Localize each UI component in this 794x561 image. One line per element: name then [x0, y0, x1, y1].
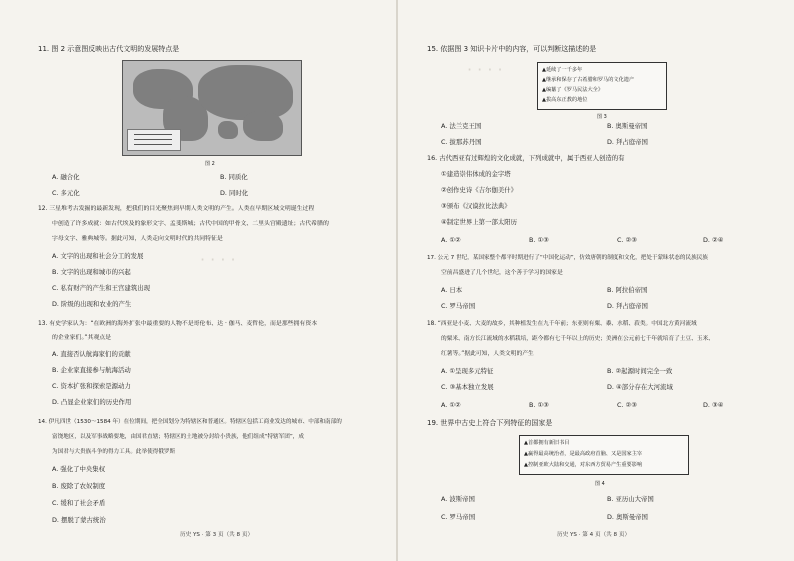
- q18-statement-4: D. ④部分存在大河流域: [607, 383, 673, 391]
- q15-option-b[interactable]: B. 奥斯曼帝国: [607, 122, 648, 130]
- q15-option-c[interactable]: C. 拔那苏丹国: [441, 138, 482, 146]
- q16-item-2: ②创作史诗《吉尔伽美什》: [441, 186, 518, 194]
- q14-option-d[interactable]: D. 摆脱了蒙古统治: [52, 516, 106, 524]
- q17-option-a[interactable]: A. 日本: [441, 286, 463, 294]
- card-line-1: ▲延续了一千多年: [542, 67, 583, 73]
- figure-4-label: 图 4: [595, 481, 605, 487]
- q19-option-d[interactable]: D. 奥斯曼帝国: [607, 513, 648, 521]
- q16-item-1: ①建造崇伟体成的金字塔: [441, 170, 511, 178]
- q13-option-c[interactable]: C. 资本扩张和探索是源动力: [52, 382, 131, 390]
- bleed-through-text: · · · ·: [200, 250, 236, 269]
- q11-option-b[interactable]: B. 同质化: [220, 173, 248, 181]
- q19-stem: 19. 世界中古史上符合下列特征的国家是: [427, 419, 553, 427]
- q18-statement-1: A. ①呈现多元特征: [441, 367, 494, 375]
- q19-option-b[interactable]: B. 亚历山大帝国: [607, 495, 654, 503]
- card-line-1: ▲首都拥有新旧书目: [524, 440, 570, 446]
- q16-stem: 16. 古代西亚有过辉煌的文化成就，下列成就中，属于西亚人创造的有: [427, 154, 625, 162]
- q12-option-b[interactable]: B. 文字的出现和城市的兴起: [52, 268, 131, 276]
- bleed-through-text: · · · ·: [467, 60, 503, 79]
- q16-item-3: ③颁布《汉谟拉比法典》: [441, 202, 511, 210]
- q15-stem: 15. 依据图 3 知识卡片中的内容，可以判断这描述的是: [427, 45, 597, 53]
- q18-option-d[interactable]: D. ③④: [703, 401, 724, 409]
- q16-option-b[interactable]: B. ①③: [529, 236, 549, 244]
- q14-line-1: 14. 伊凡四世（1530～1584 年）在位期间，把全国划分为特辖区和普通区。特辖区包括工商业发达的城市、中部和南部的: [38, 419, 342, 425]
- q17-option-c[interactable]: C. 罗马帝国: [441, 302, 476, 310]
- q12-option-a[interactable]: A. 文字的出现和社会分工的发展: [52, 252, 144, 260]
- page-4-footer: 历史 YS · 第 4 页（共 8 页）: [557, 532, 631, 538]
- q14-line-3: 为国君与大贵族斗争的得力工具。此举使得俄罗斯: [52, 449, 176, 455]
- figure-3-label: 图 3: [597, 114, 607, 120]
- q16-option-a[interactable]: A. ①②: [441, 236, 461, 244]
- q13-option-b[interactable]: B. 企业家直接参与航海活动: [52, 366, 131, 374]
- q18-line-3: 红薯等。”据此可知，人类文明的产生: [441, 351, 534, 357]
- q14-option-a[interactable]: A. 强化了中央集权: [52, 465, 106, 473]
- q17-line-2: 空前昌盛进了几个世纪，这个善于学习的国家是: [441, 270, 563, 276]
- q15-option-a[interactable]: A. 法兰克王国: [441, 122, 482, 130]
- figure-2-label: 图 2: [205, 161, 215, 167]
- q13-option-d[interactable]: D. 凸显企业家们的历史作用: [52, 398, 132, 406]
- q12-line-2: 中创造了许多成就：如古代埃及的象形文字、孟斐斯城；古代中国的甲骨文、二里头宫殿遗址；古代希腊的: [52, 221, 329, 227]
- card-line-3: ▲编纂了《罗马民法大全》: [542, 87, 604, 93]
- card-line-2: ▲继承和保存了古希腊和罗马的文化遗产: [542, 77, 635, 83]
- q11-option-d[interactable]: D. 同时化: [220, 189, 249, 197]
- card-line-2: ▲赢得最高统治者，是最高政府首脑、又是国家主宰: [524, 451, 643, 457]
- q14-option-c[interactable]: C. 缓和了社会矛盾: [52, 499, 106, 507]
- q18-option-b[interactable]: B. ①③: [529, 401, 549, 409]
- q13-line-2: 的企业家们。”其观点是: [52, 335, 112, 341]
- q13-option-a[interactable]: A. 直接否认航海家们的贡献: [52, 350, 131, 358]
- page-4: [397, 0, 794, 561]
- q13-line-1: 13. 有史学家认为：“在欧洲的海外扩张中最重要的人物不是哥伦布、达 · 伽马、麦哲伦，而是那些拥有资本: [38, 321, 318, 327]
- q16-option-c[interactable]: C. ②③: [617, 236, 637, 244]
- q17-line-1: 17. 公元 7 世纪，某国家整个都平时期进行了“中国化运动”，仿效唐朝的制度和文化，把处于蒙昧状态的民族民族: [427, 255, 708, 261]
- q18-option-a[interactable]: A. ①②: [441, 401, 461, 409]
- q17-option-d[interactable]: D. 拜占庭帝国: [607, 302, 648, 310]
- map-legend: [127, 129, 181, 151]
- q19-option-a[interactable]: A. 波斯帝国: [441, 495, 475, 503]
- knowledge-card-figure-4: [519, 435, 689, 475]
- q11-stem: 11. 图 2 示意图反映出古代文明的发展特点是: [38, 45, 180, 53]
- q18-statement-3: C. ③基本独立发展: [441, 383, 494, 391]
- card-line-3: ▲控制亚欧大陆和交通，对东西方贸易产生重要影响: [524, 462, 643, 468]
- q18-option-c[interactable]: C. ②③: [617, 401, 637, 409]
- q14-line-2: 富饶地区，以及军事战略要地，由国君直辖；特辖区的土地被分封给小贵族，他们组成“特辖军团”，成: [52, 434, 304, 440]
- q11-option-a[interactable]: A. 融合化: [52, 173, 80, 181]
- q12-option-c[interactable]: C. 私有财产的产生和王宫建筑出现: [52, 284, 150, 292]
- q14-option-b[interactable]: B. 废除了农奴制度: [52, 482, 106, 490]
- ancient-civilization-map: [122, 60, 302, 156]
- q12-line-1: 12. 三星堆考古发掘的最新发现，把我们的目光聚焦到早期人类文明的产生。人类在早期区域文明诞生过程: [38, 206, 315, 212]
- q18-line-2: 的粟米、南方长江流域的水稻栽培，距今都有七千年以上的历史；美洲在公元前七千年就培育了土豆、玉米、: [441, 336, 714, 342]
- q15-option-d[interactable]: D. 拜占庭帝国: [607, 138, 648, 146]
- card-line-4: ▲拔高东正教的地位: [542, 97, 588, 103]
- q19-option-c[interactable]: C. 罗马帝国: [441, 513, 476, 521]
- page-3-footer: 历史 YS · 第 3 页（共 8 页）: [180, 532, 254, 538]
- knowledge-card-figure-3: [537, 62, 667, 110]
- q18-line-1: 18. “西亚是小麦、大麦的故乡，其种植发生在九千年前；东亚则有粟、黍、水稻、菽类。中国北方黄河流域: [427, 321, 697, 327]
- q17-option-b[interactable]: B. 阿拉伯帝国: [607, 286, 648, 294]
- q16-item-4: ④制定世界上第一部太阳历: [441, 218, 518, 226]
- q18-statement-2: B. ②起源时间完全一致: [607, 367, 673, 375]
- q12-line-3: 字母文字、雅典城等。据此可知，人类走向文明时代的共同特征是: [52, 236, 223, 242]
- q16-option-d[interactable]: D. ②④: [703, 236, 724, 244]
- q12-option-d[interactable]: D. 阶级的出现和农业的产生: [52, 300, 132, 308]
- q11-option-c[interactable]: C. 多元化: [52, 189, 80, 197]
